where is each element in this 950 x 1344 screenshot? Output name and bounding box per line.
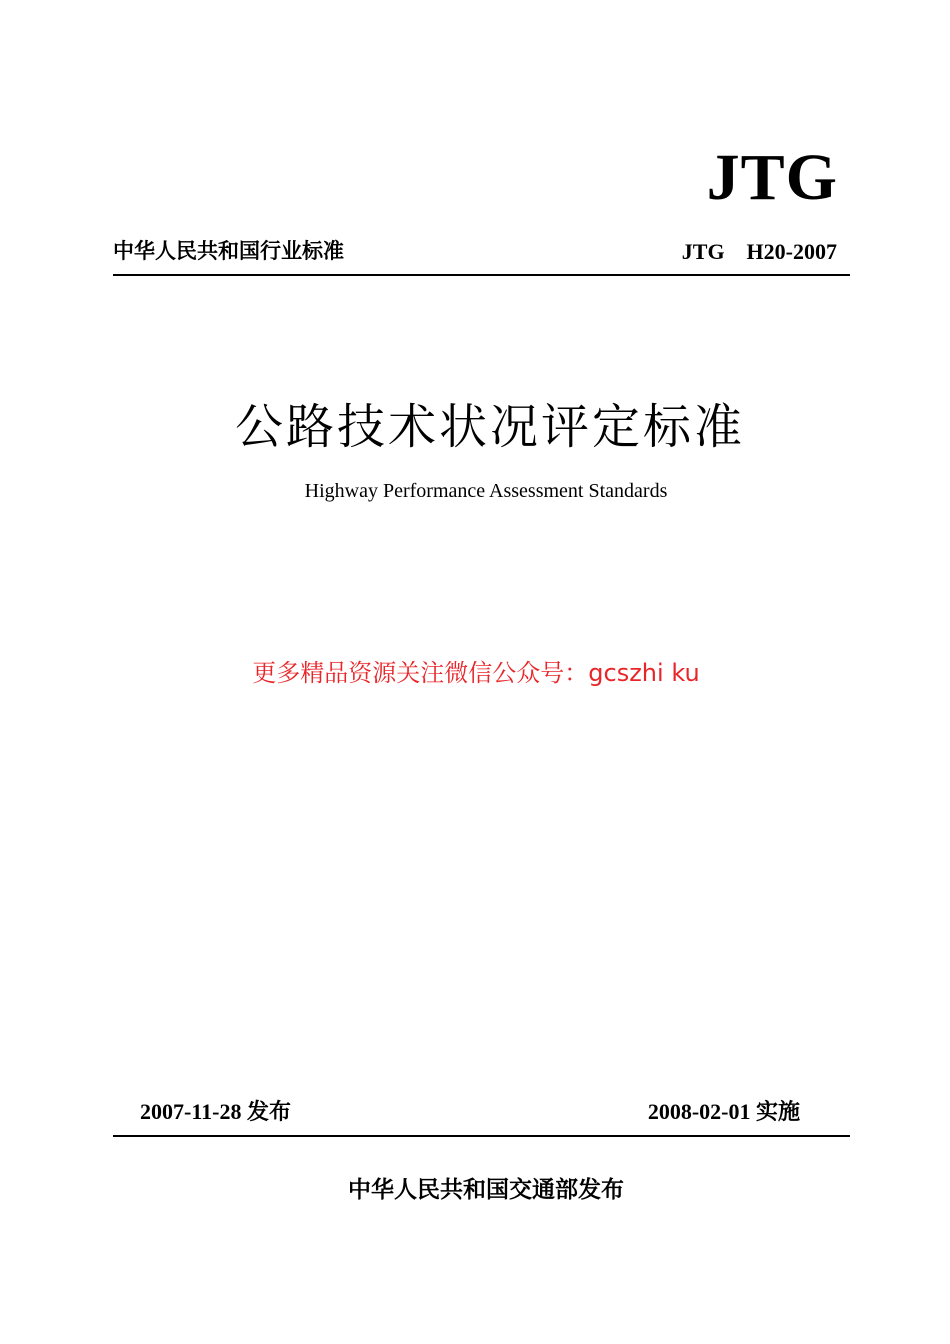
standard-number: JTG H20-2007 [681, 239, 837, 264]
issue-date: 2007-11-28 发布 [140, 1099, 291, 1124]
standard-category: 中华人民共和国行业标准 [113, 239, 344, 263]
footer-divider [113, 1135, 850, 1137]
header-divider [113, 274, 850, 276]
document-title-english: Highway Performance Assessment Standards [304, 480, 668, 502]
publisher: 中华人民共和国交通部发布 [348, 1177, 624, 1203]
promo-text: 更多精品资源关注微信公众号：gcszhi ku [252, 659, 700, 687]
effective-date: 2008-02-01 实施 [647, 1099, 800, 1124]
jtg-logo: JTG [706, 141, 838, 214]
document-title-chinese: 公路技术状况评定标准 [234, 399, 745, 455]
